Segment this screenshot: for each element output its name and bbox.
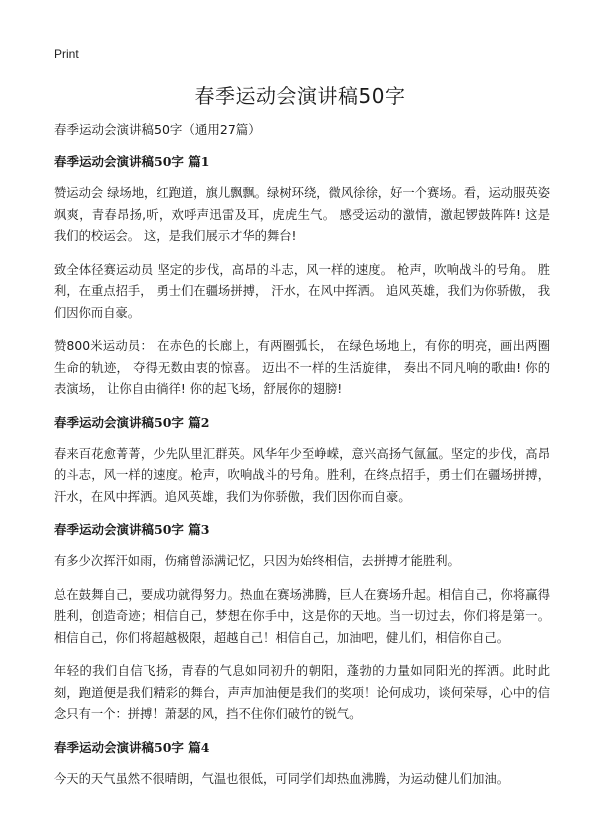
print-link[interactable]: Print bbox=[54, 47, 79, 61]
section-heading: 春季运动会演讲稿50字 篇1 bbox=[54, 154, 210, 169]
paragraph: 致全体径赛运动员 坚定的步伐，高昂的斗志，风一样的速度。 枪声，吹响战斗的号角。 胜利，在重点招手， 勇士们在疆场拼搏， 汗水，在风中挥洒。 追风英雄，我们为你骄傲， 我们因你而自豪。 bbox=[54, 262, 550, 320]
paragraph: 总在鼓舞自己，要成功就得努力。热血在赛场沸腾，巨人在赛场升起。相信自己，你将赢得胜利，创造奇迹；相信自己，梦想在你手中，这是你的天地。当一切过去，你们将是第一。相信自己，你们将超越极限，超越自己！相信自己，加油吧，健儿们，相信你自己。 bbox=[54, 587, 550, 645]
paragraph: 赞800米运动员： 在赤色的长廊上，有两圈弧长， 在绿色场地上，有你的明亮，画出两圈生命的轨迹， 夺得无数由衷的惊喜。 迈出不一样的生活旋律， 奏出不同凡响的歌曲! 你的表演场， 让你自由徜徉! 你的起飞场，舒展你的翅膀! bbox=[54, 339, 550, 396]
paragraph: 春来百花愈菁菁，少先队里汇群英。风华年少至峥嵘，意兴高扬气氤氲。坚定的步伐，高昂的斗志，风一样的速度。枪声，吹响战斗的号角。胜利，在终点招手，勇士们在疆场拼搏，汗水，在风中挥洒。追风英雄，我们为你骄傲，我们因你而自豪。 bbox=[54, 446, 550, 504]
document-subtitle: 春季运动会演讲稿50字（通用27篇） bbox=[54, 122, 261, 137]
section-heading: 春季运动会演讲稿50字 篇2 bbox=[54, 414, 210, 430]
paragraph: 赞运动会 绿场地，红跑道，旗儿飘飘。绿树环绕，微风徐徐，好一个赛场。看，运动服英姿飒爽，青春昂扬,听，欢呼声迅雷及耳，虎虎生气。 感受运动的激情，激起锣鼓阵阵! 这是我们的校运会。 这，是我们展示才华的舞台! bbox=[54, 186, 550, 243]
section-2 bbox=[54, 413, 550, 509]
section-heading: 春季运动会演讲稿50字 篇4 bbox=[54, 739, 210, 755]
section-3 bbox=[54, 520, 550, 726]
section-heading: 春季运动会演讲稿50字 篇3 bbox=[54, 522, 210, 537]
paragraph: 年轻的我们自信飞扬，青春的气息如同初升的朝阳，蓬勃的力量如同阳光的挥洒。此时此刻，跑道便是我们精彩的舞台，声声加油便是我们的奖项！论何成功，谈何荣辱，心中的信念只有一个：拼搏！萧瑟的风，挡不住你们破竹的锐气。 bbox=[54, 664, 550, 721]
paragraph: 今天的天气虽然不很晴朗，气温也很低，可同学们却热血沸腾，为运动健儿们加油。 bbox=[54, 771, 509, 786]
section-1 bbox=[54, 152, 550, 401]
section-4 bbox=[54, 738, 550, 791]
paragraph: 有多少次挥汗如雨，伤痛曾添满记忆，只因为始终相信，去拼搏才能胜利。 bbox=[54, 554, 460, 568]
document-body bbox=[54, 120, 550, 802]
document-title: 春季运动会演讲稿50字 bbox=[194, 84, 406, 108]
